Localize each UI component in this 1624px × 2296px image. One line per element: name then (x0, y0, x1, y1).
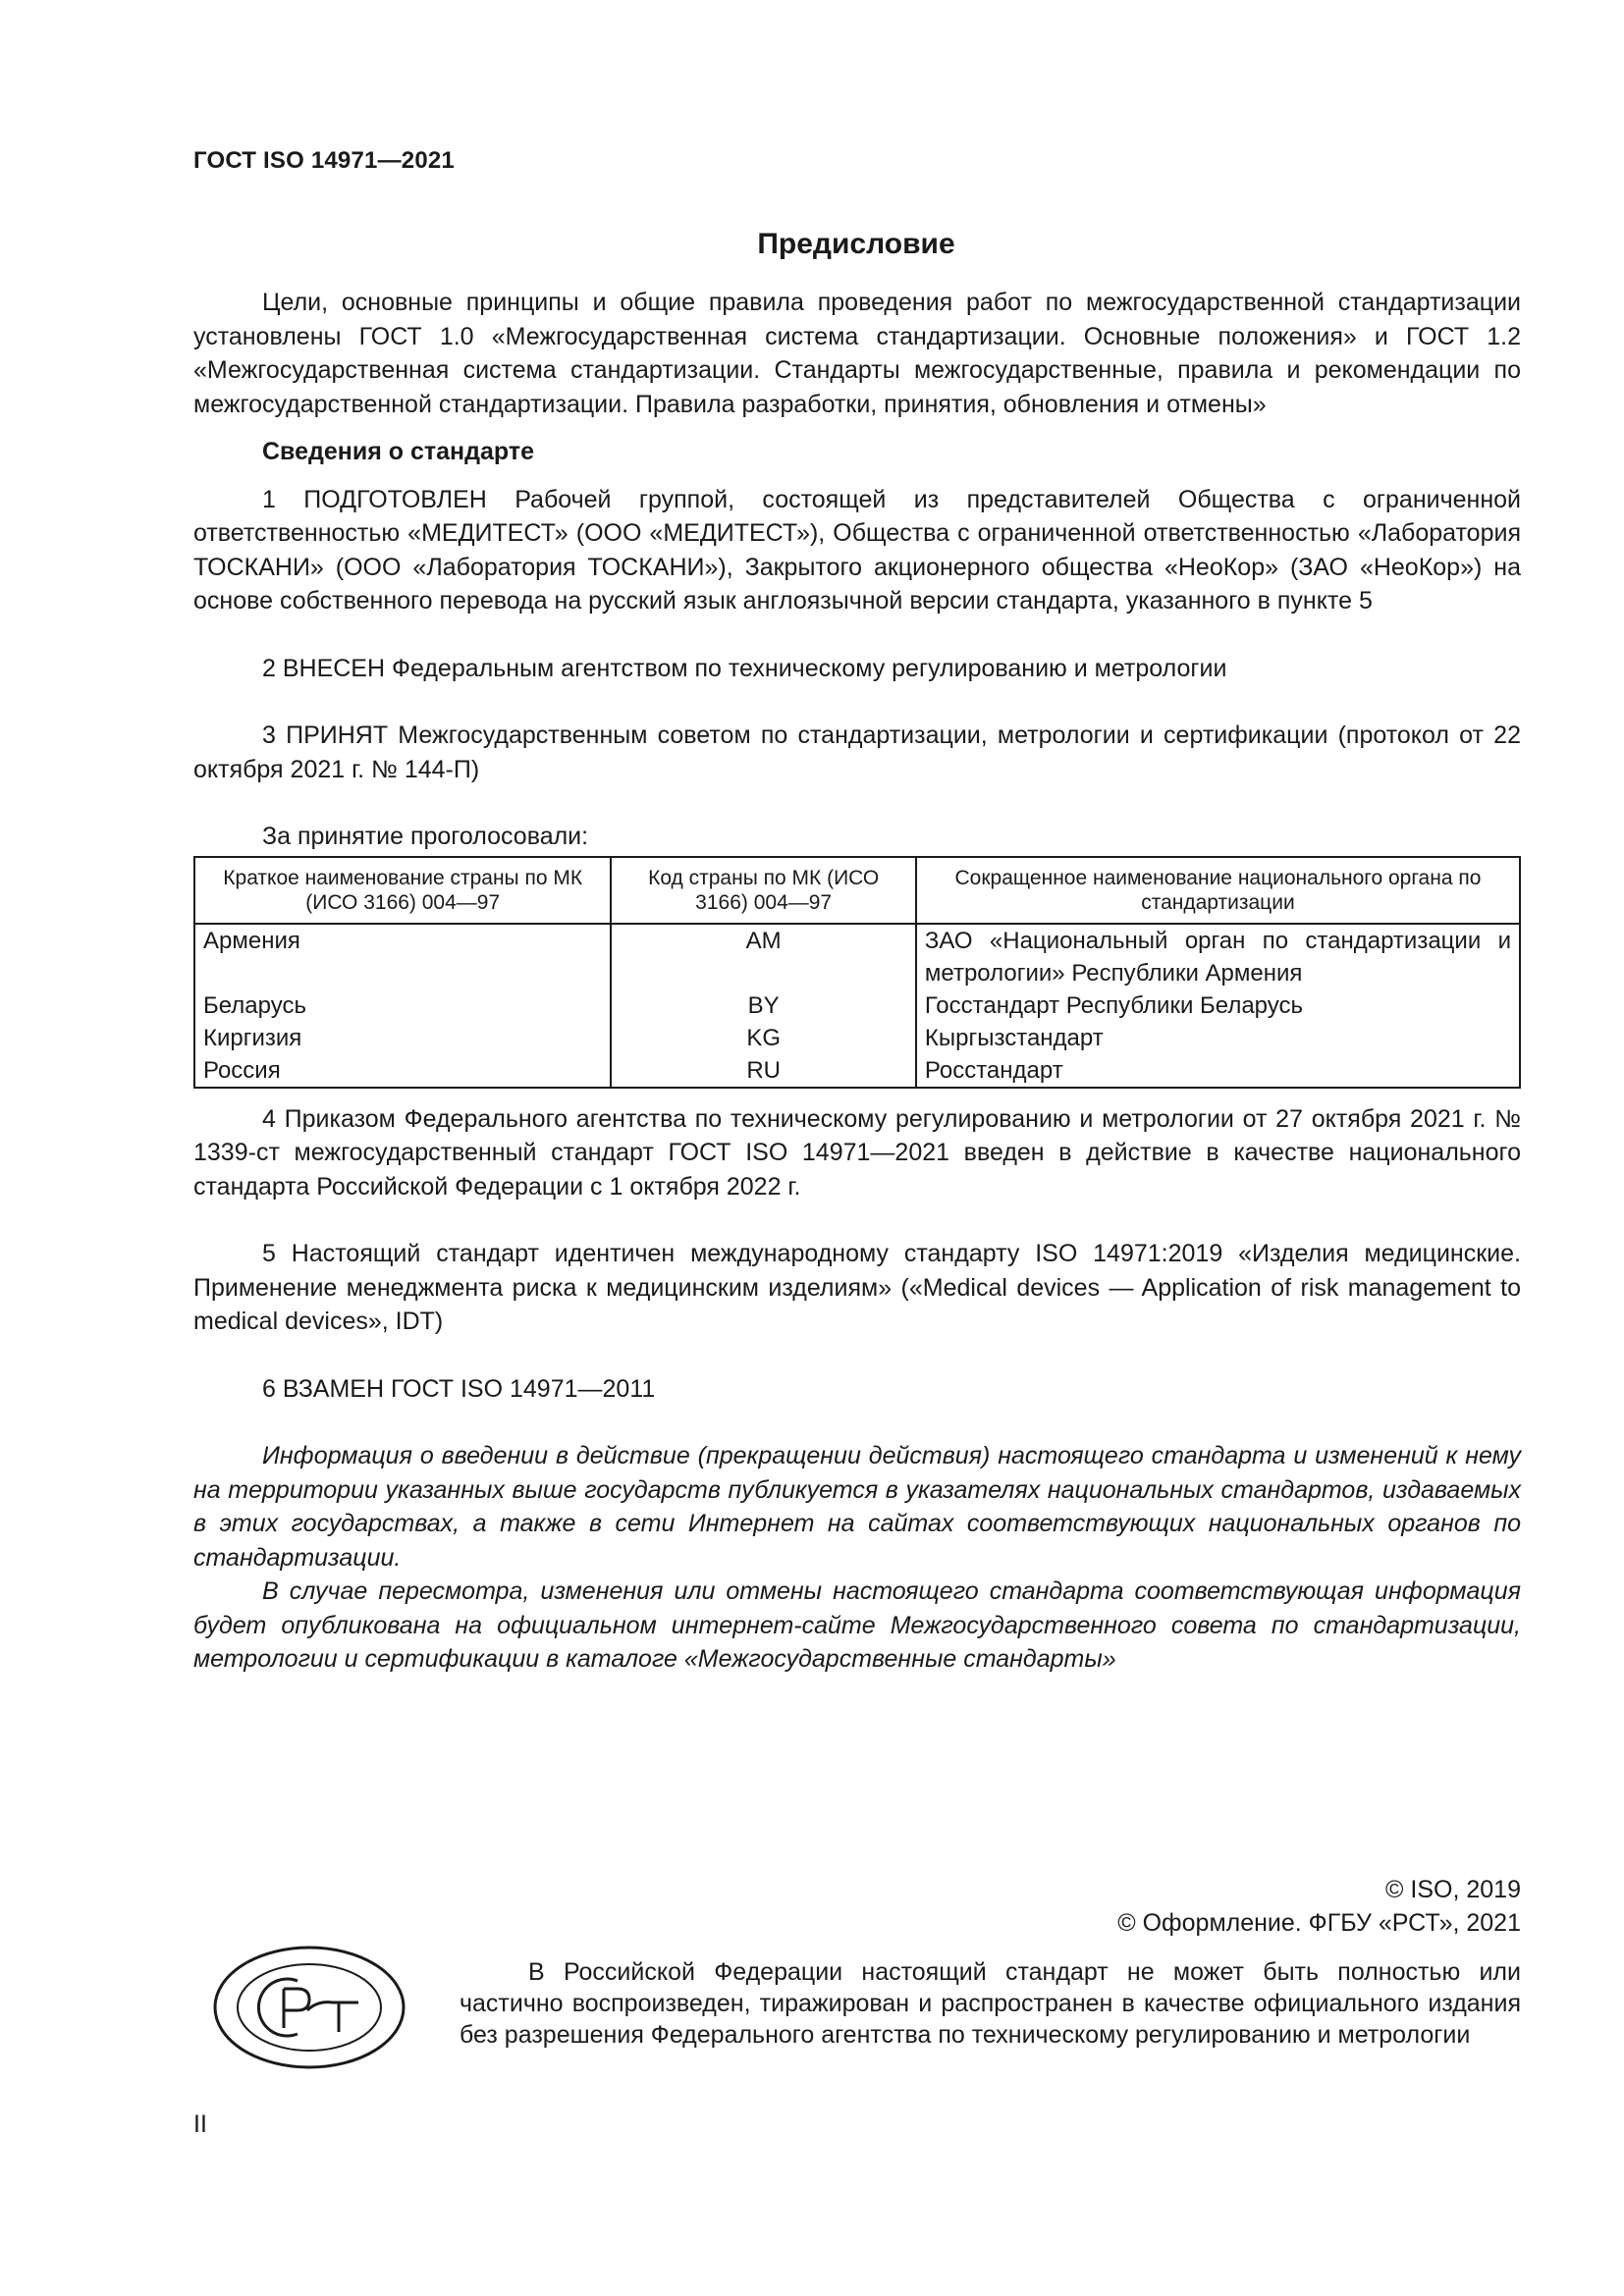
body-cell: Кыргызстандарт (916, 1022, 1520, 1054)
country-cell: Киргизия (194, 1022, 611, 1054)
code-cell: RU (611, 1054, 916, 1088)
copyright-design: © Оформление. ФГБУ «РСТ», 2021 (1117, 1909, 1521, 1937)
table-row (194, 1054, 1520, 1088)
table-header-row (194, 857, 1520, 924)
country-cell: Армения (194, 924, 611, 989)
country-cell: Россия (194, 1054, 611, 1088)
info-italic-paragraph-1: Информация о введении в действие (прекращении действия) настоящего стандарта и изменений к нему на территории указанных выше государств публикуется в указателях национальных стандартов, издаваемых в этих государствах, а также в сети Интернет на сайтах соответствующих национальных органов по стандартизации. (193, 1442, 1521, 1572)
table-header-body: Сокращенное наименование национального органа по стандартизации (916, 857, 1520, 924)
code-cell: KG (611, 1022, 916, 1054)
voting-table (193, 856, 1521, 1089)
item-2-paragraph: 2 ВНЕСЕН Федеральным агентством по техническому регулированию и метрологии (262, 654, 1227, 682)
table-header-code: Код страны по МК (ИСО 3166) 004—97 (611, 857, 916, 924)
page-title: Предисловие (757, 228, 955, 260)
item-3-paragraph: 3 ПРИНЯТ Межгосударственным советом по стандартизации, метрологии и сертификации (протокол от 22 октября 2021 г. № 144-П) (193, 721, 1521, 783)
item-5-paragraph: 5 Настоящий стандарт идентичен международному стандарту ISO 14971:2019 «Изделия медицинские. Применение менеджмента риска к медицинским изделиям» («Medical devices — Application of risk management to medical devices», IDT) (193, 1240, 1521, 1335)
country-cell: Беларусь (194, 989, 611, 1022)
code-cell: AM (611, 924, 916, 989)
copyright-notice: В Российской Федерации настоящий стандарт не может быть полностью или частично воспроизведен, тиражирован и распространен в качестве официального издания без разрешения Федерального агентства по техническому регулированию и метрологии (460, 1958, 1521, 2049)
intro-paragraph: Цели, основные принципы и общие правила проведения работ по межгосударственной стандартизации установлены ГОСТ 1.0 «Межгосударственная система стандартизации. Основные положения» и ГОСТ 1.2 «Межгосударственная система стандартизации. Стандарты межгосударственные, правила и рекомендации по межгосударственной стандартизации. Правила разработки, принятия, обновления и отмены» (193, 289, 1521, 418)
info-italic-paragraph-2: В случае пересмотра, изменения или отмены настоящего стандарта соответствующая информация будет опубликована на официальном интернет-сайте Межгосударственного совета по стандартизации, метрологии и сертификации в каталоге «Межгосударственные стандарты» (193, 1577, 1521, 1673)
table-row (194, 1022, 1520, 1054)
code-cell: BY (611, 989, 916, 1022)
rst-logo-icon (211, 1944, 407, 2071)
copyright-block (1117, 1873, 1521, 1940)
document-code-header: ГОСТ ISO 14971—2021 (193, 147, 455, 174)
document-body (193, 286, 1521, 1677)
vote-intro: За принятие проголосовали: (262, 823, 589, 850)
table-row (194, 989, 1520, 1022)
page-number: II (193, 2110, 207, 2138)
item-6-paragraph: 6 ВЗАМЕН ГОСТ ISO 14971—2011 (262, 1374, 656, 1403)
body-cell: ЗАО «Национальный орган по стандартизации и метрологии» Республики Армения (916, 924, 1520, 989)
table-header-country: Краткое наименование страны по МК (ИСО 3166) 004—97 (194, 857, 611, 924)
copyright-iso: © ISO, 2019 (1385, 1876, 1521, 1903)
item-4-paragraph: 4 Приказом Федерального агентства по техническому регулированию и метрологии от 27 октября 2021 г. № 1339-ст межгосударственный стандарт ГОСТ ISO 14971—2021 введен в действие в качестве национального стандарта Российской Федерации с 1 октября 2022 г. (193, 1104, 1521, 1201)
body-cell: Росстандарт (916, 1054, 1520, 1088)
body-cell: Госстандарт Республики Беларусь (916, 989, 1520, 1022)
section-heading: Сведения о стандарте (262, 438, 535, 465)
item-1-paragraph: 1 ПОДГОТОВЛЕН Рабочей группой, состоящей из представителей Общества с ограниченной ответственностью «МЕДИТЕСТ» (ООО «МЕДИТЕСТ»), Общества с ограниченной ответственностью «Лаборатория ТОСКАНИ» (ООО «Лаборатория ТОСКАНИ»), Закрытого акционерного общества «НеоКор» (ЗАО «НеоКор») на основе собственного перевода на русский язык англоязычной версии стандарта, указанного в пункте 5 (193, 485, 1521, 614)
table-row (194, 924, 1520, 989)
